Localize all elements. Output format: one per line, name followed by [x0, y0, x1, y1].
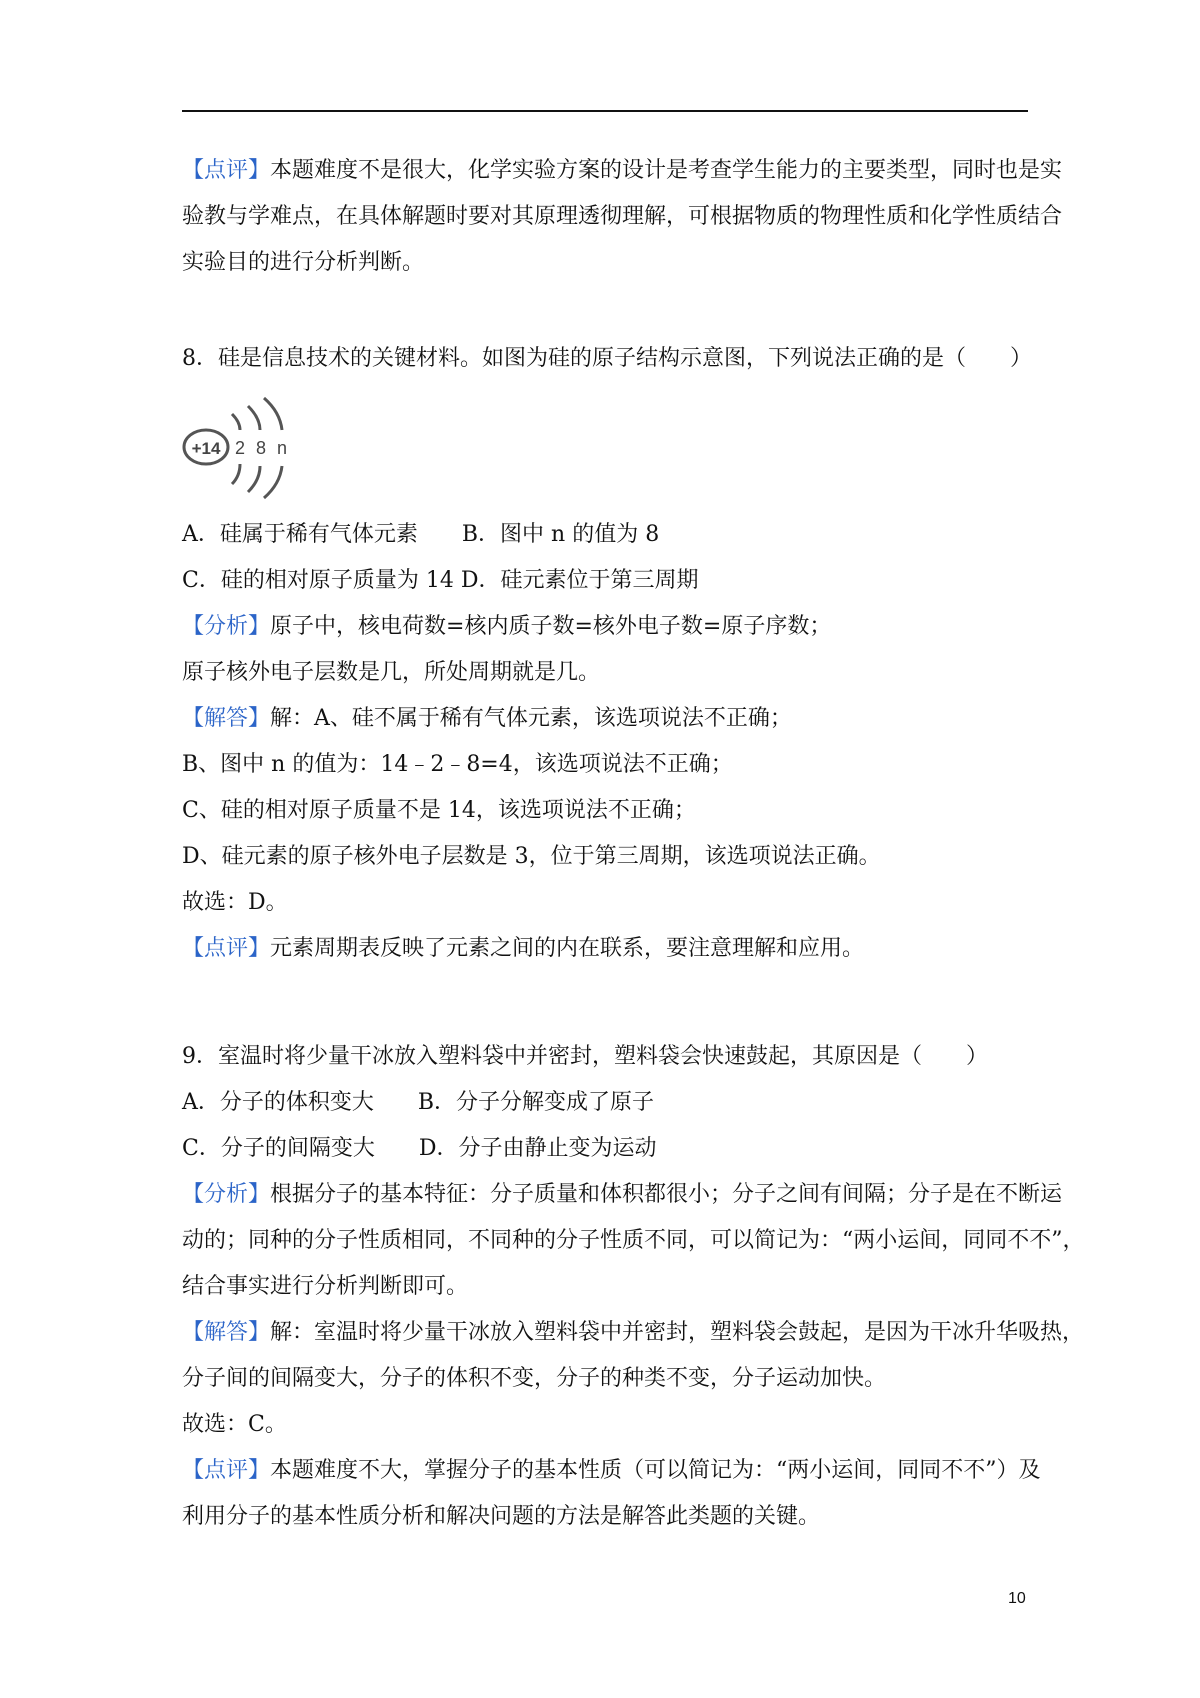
- shell-1-arc-bottom: [232, 464, 240, 484]
- comment-tag: 【点评】: [182, 1458, 271, 1483]
- analysis-tag: 【分析】: [182, 614, 271, 639]
- q7-comment: 【点评】本题难度不是很大，化学实验方案的设计是考查学生能力的主要类型，同时也是实 验教与学难点，在具体解题时要对其原理透彻理解，可根据物质的物理性质和化学性质结合 实验目的进行分析判断。: [182, 158, 1063, 275]
- shell-1-count: 2: [234, 438, 246, 458]
- shell-3-count: n: [276, 438, 288, 458]
- q8-question: 8．硅是信息技术的关键材料。如图为硅的原子结构示意图，下列说法正确的是（ ）: [182, 346, 1032, 371]
- q9-body: 9．室温时将少量干冰放入塑料袋中并密封，塑料袋会快速鼓起，其原因是（ ） A．分子的体积变大 B．分子分解变成了原子 C．分子的间隔变大 D．分子由静止变为运动 【分析】根据分子的基本特征：分子质量和体积都很小；分子之间有间隔；分子是在不断运 动的；同种的分子性质相同，不同种的分子性质不同，可以简记为：“两小运间，同同不不”， 结合事实进行分析判断即可。 【解答】解：室温时将少量干冰放入塑料袋中并密封，塑料袋会鼓起，是因为干冰升华吸热， 分子间的间隔变大，分子的体积不变，分子的种类不变，分子运动加快。 故选：C。 【点评】本题难度不大，掌握分子的基本性质（可以简记为：“两小运间，同同不不”）及 利用分子的基本性质分析和解决问题的方法是解答此类题的关键。: [182, 1044, 1085, 1529]
- silicon-atom-diagram: [182, 392, 312, 502]
- analysis-tag: 【分析】: [182, 1182, 271, 1207]
- header-rule: [182, 110, 1028, 112]
- page-number: 10: [1008, 1590, 1026, 1607]
- shell-3-arc-bottom: [264, 466, 282, 498]
- solution-tag: 【解答】: [182, 706, 271, 731]
- nucleus-charge: +14: [191, 439, 221, 458]
- shell-2-arc-bottom: [248, 466, 260, 492]
- shell-2-arc-top: [248, 406, 260, 430]
- comment-tag: 【点评】: [182, 936, 271, 961]
- shell-3-arc-top: [264, 398, 282, 430]
- shell-2-count: 8: [255, 438, 267, 458]
- comment-tag: 【点评】: [182, 158, 271, 183]
- q8-body: A．硅属于稀有气体元素 B．图中 n 的值为 8 C．硅的相对原子质量为 14 D．硅元素位于第三周期 【分析】原子中，核电荷数=核内质子数=核外电子数=原子序数； 原子核外电子层数是几，所处周期就是几。 【解答】解：A、硅不属于稀有气体元素，该选项说法不正确； B、图中 n 的值为：14﹣2﹣8=4，该选项说法不正确； C、硅的相对原子质量不是 14，该选项说法不正确； D、硅元素的原子核外电子层数是 3，位于第三周期，该选项说法正确。 故选：D。 【点评】元素周期表反映了元素之间的内在联系，要注意理解和应用。: [182, 522, 881, 961]
- solution-tag: 【解答】: [182, 1320, 271, 1345]
- shell-1-arc-top: [232, 414, 240, 430]
